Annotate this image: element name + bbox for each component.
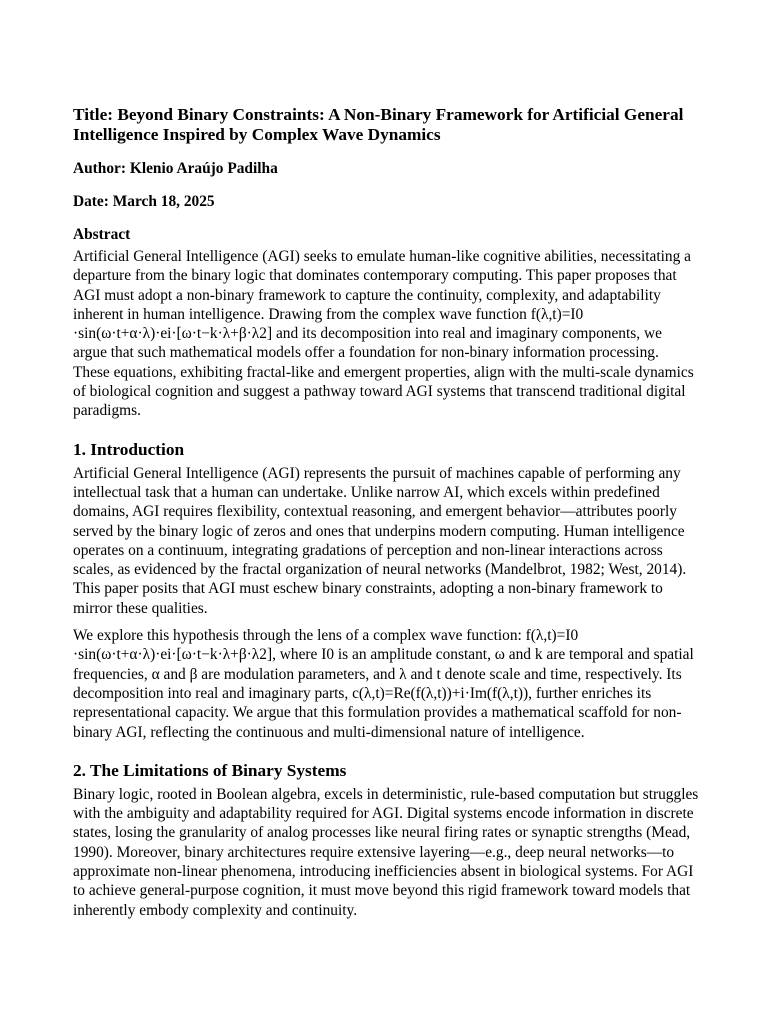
introduction-paragraph: Artificial General Intelligence (AGI) represents the pursuit of machines capable of performing any intellectual task that a human can undertake. Unlike narrow AI, which excels within predefined domains, AGI requires flexibility, contextual reasoning, and emergent behavior—attributes poorly served by the binary logic of zeros and ones that underpins modern computing. Human intelligence operates on a continuum, integrating gradations of perception and non-linear interactions across scales, as evidenced by the fractal organization of neural networks (Mandelbrot, 1982; West, 2014). This paper posits that AGI must eschew binary constraints, adopting a non-binary framework to mirror these qualities.	[73, 464, 687, 617]
date-line: Date: March 18, 2025	[73, 193, 215, 210]
document-page	[73, 105, 699, 928]
introduction-paragraph: We explore this hypothesis through the lens of a complex wave function: f(λ,t)=I0 ·sin(ω·t+α·λ)·ei·[ω·t−k·λ+β·λ2], where I0 is an amplitude constant, ω and k are temporal and spatial frequencies, α and β are modulation parameters, and λ and t denote scale and time, respectively. Its decomposition into real and imaginary parts, c(λ,t)=Re(f(λ,t))+i·Im(f(λ,t)), further enriches its representational capacity. We argue that this formulation provides a mathematical scaffold for non-binary AGI, reflecting the continuous and multi-dimensional nature of intelligence.	[73, 627, 694, 741]
section-heading-limitations: 2. The Limitations of Binary Systems	[73, 760, 347, 780]
paper-title: Title: Beyond Binary Constraints: A Non-Binary Framework for Artificial General Intelligence Inspired by Complex Wave Dynamics	[73, 105, 684, 144]
limitations-paragraph: Binary logic, rooted in Boolean algebra, excels in deterministic, rule-based computation but struggles with the ambiguity and adaptability required for AGI. Digital systems encode information in discrete states, losing the granularity of analog processes like neural firing rates or synaptic strengths (Mead, 1990). Moreover, binary architectures require extensive layering—e.g., deep neural networks—to approximate non-linear phenomena, introducing inefficiencies absent in biological systems. For AGI to achieve general-purpose cognition, it must move beyond this rigid framework toward models that inherently embody complexity and continuity.	[73, 785, 699, 919]
abstract-heading: Abstract	[73, 226, 131, 243]
section-heading-introduction: 1. Introduction	[73, 439, 185, 459]
abstract-text: Artificial General Intelligence (AGI) seeks to emulate human-like cognitive abilities, necessitating a departure from the binary logic that dominates contemporary computing. This paper proposes that AGI must adopt a non-binary framework to capture the continuity, complexity, and adaptability inherent in human intelligence. Drawing from the complex wave function f(λ,t)=I0 ·sin(ω·t+α·λ)·ei·[ω·t−k·λ+β·λ2] and its decomposition into real and imaginary components, we argue that such mathematical models offer a foundation for non-binary information processing. These equations, exhibiting fractal-like and emergent properties, align with the multi-scale dynamics of biological cognition and suggest a pathway toward AGI systems that transcend traditional digital paradigms.	[73, 248, 694, 420]
author-line: Author: Klenio Araújo Padilha	[73, 160, 278, 177]
